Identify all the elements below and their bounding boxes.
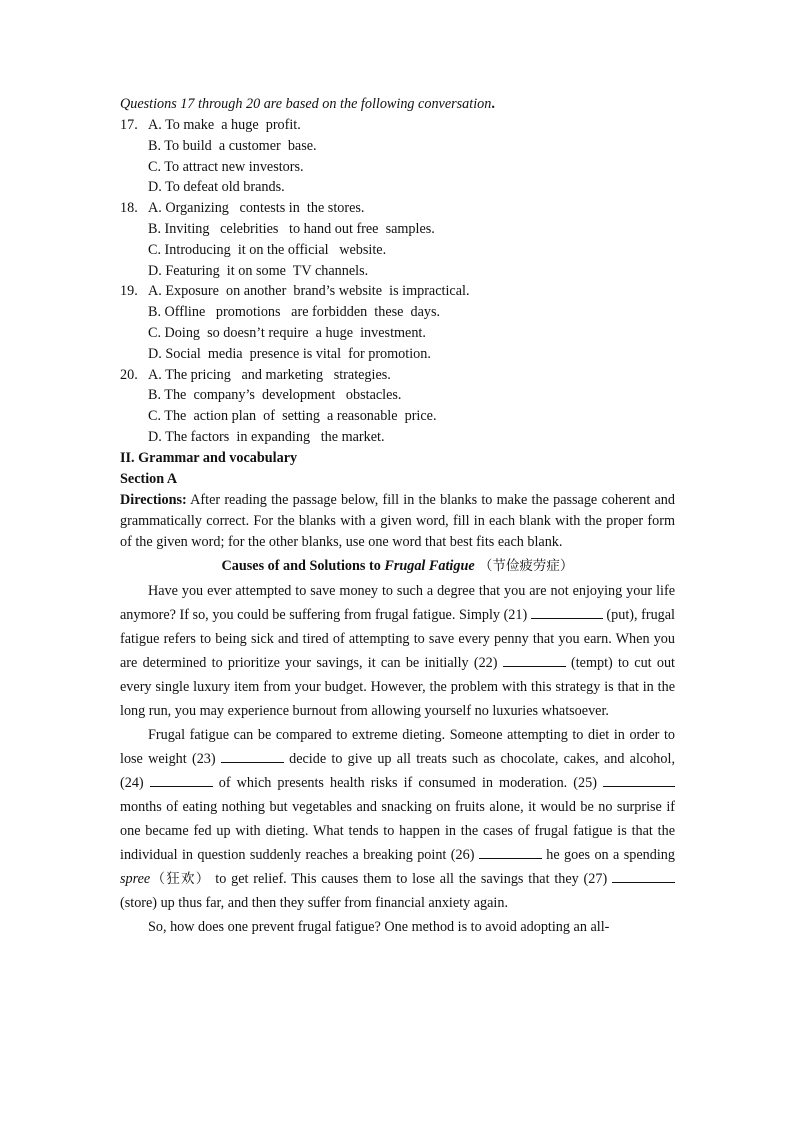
directions-text: After reading the passage below, fill in the blanks to make the passage coherent and grammatically correct. For the blanks with a given word, fill in each blank with the proper form of the given word; for the other blanks, use one word that best fits each blank. [120, 491, 675, 550]
blank-21[interactable] [531, 605, 603, 619]
blank-24[interactable] [150, 773, 213, 787]
option-c: C. Doing so doesn’t require a huge investment. [148, 324, 426, 341]
directions-label: Directions: [120, 491, 187, 508]
option-b: B. Offline promotions are forbidden these days. [148, 304, 441, 321]
option-a: A. Organizing contests in the stores. [148, 200, 365, 217]
question-number: 18. [120, 200, 138, 217]
option-c: C. To attract new investors. [148, 158, 304, 175]
part-heading: II. Grammar and vocabulary [120, 449, 298, 466]
listening-instructions: Questions 17 through 20 are based on the following conversation. [120, 96, 495, 112]
question-number: 17. [120, 117, 138, 133]
option-a: A. The pricing and marketing strategies. [148, 366, 391, 383]
option-c: C. Introducing it on the official website. [148, 241, 387, 258]
blank-25[interactable] [603, 773, 675, 787]
blank-27[interactable] [612, 869, 675, 883]
option-a: A. To make a huge profit. [148, 117, 301, 133]
option-d: D. To defeat old brands. [148, 179, 285, 196]
question-19 [120, 281, 675, 364]
question-18 [120, 198, 675, 281]
directions [120, 490, 675, 553]
option-b: B. To build a customer base. [148, 137, 317, 154]
option-b: B. Inviting celebrities to hand out free samples. [148, 220, 435, 237]
question-number: 20. [120, 366, 138, 383]
question-17 [120, 115, 675, 198]
paragraph-3: So, how does one prevent frugal fatigue? One method is to avoid adopting an all- [148, 918, 610, 935]
blank-23[interactable] [221, 749, 284, 763]
option-d: D. Social media presence is vital for promotion. [148, 345, 431, 362]
passage-title: Causes of and Solutions to Frugal Fatigue （节俭疲劳症） [221, 557, 574, 574]
blank-22[interactable] [503, 653, 566, 667]
option-b: B. The company’s development obstacles. [148, 387, 402, 404]
document-page [120, 94, 675, 939]
blank-26[interactable] [479, 845, 542, 859]
spree-word: spree [120, 870, 151, 887]
question-number: 19. [120, 283, 138, 300]
option-d: D. Featuring it on some TV channels. [148, 262, 369, 279]
section-heading: Section A [120, 470, 178, 487]
paragraph-2: Frugal fatigue can be compared to extreme dieting. Someone attempting to diet in order to lose weight (23) decide to give up all treats such as chocolate, cakes, and alcohol, (24) of which presents health risks if consumed in moderation. (25) months of eating nothing but vegetables and snacking on fruits alone, it would be no surprise if one became fed up with dieting. What tends to happen in the cases of frugal fatigue is that the individual in question suddenly reaches a breaking point (26) he goes on a spending spree（狂欢） to get relief. This causes them to lose all the savings that they (27) (store) up thus far, and then they suffer from financial anxiety again. [120, 726, 675, 911]
paragraph-1: Have you ever attempted to save money to such a degree that you are not enjoying your life anymore? If so, you could be suffering from frugal fatigue. Simply (21) (put), frugal fatigue refers to being sick and tired of attempting to save every penny that you earn. When you are determined to prioritize your savings, it can be initially (22) (tempt) to cut out every single luxury item from your budget. However, the problem with this strategy is that in the long run, you may experience burnout from allowing yourself no luxuries whatsoever. [120, 582, 675, 719]
question-20 [120, 365, 675, 448]
option-c: C. The action plan of setting a reasonable price. [148, 408, 437, 425]
option-d: D. The factors in expanding the market. [148, 428, 385, 445]
option-a: A. Exposure on another brand’s website is impractical. [148, 283, 470, 300]
